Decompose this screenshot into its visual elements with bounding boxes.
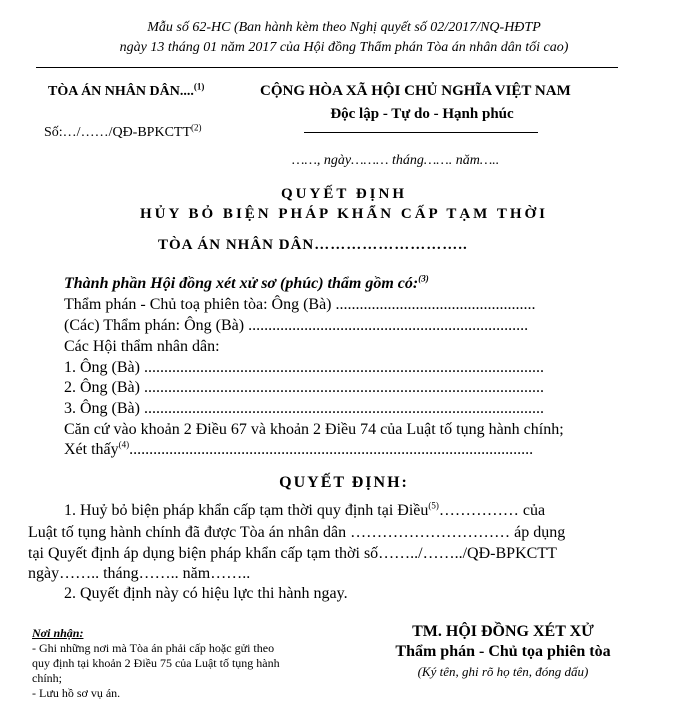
document-title: QUYẾT ĐỊNH [281,186,407,202]
juror-line-1: 1. Ông (Bà) .................................................................................................... [64,359,544,376]
recipients-line-3: chính; [32,671,62,685]
signature-council: TM. HỘI ĐỒNG XÉT XỬ [412,623,594,640]
recipients-line-4: - Lưu hồ sơ vụ án. [32,686,121,700]
legal-basis-line: Căn cứ vào khoản 2 Điều 67 và khoản 2 Điều 74 của Luật tố tụng hành chính; [64,421,564,438]
recipients-title: Nơi nhận: [32,626,84,640]
considering-footnote: (4) [118,439,130,450]
considering-line: Xét thấy$^{(4)}$..................................................................................................... [64,439,534,458]
juror-line-3: 3. Ông (Bà) .................................................................................................... [64,400,544,417]
national-motto: Độc lập - Tự do - Hạnh phúc [330,106,514,122]
signature-instruction: (Ký tên, ghi rõ họ tên, đóng dấu) [417,664,589,679]
decision-item-1-line-2: Luật tố tụng hành chính đã được Tòa án nhân dân ………………………… áp dụng [28,524,566,541]
issue-date: ……, ngày……… tháng……. năm….. [292,153,500,168]
jurors-heading: Các Hội thẩm nhân dân: [64,338,220,355]
decision-item-1-line-4: ngày…….. tháng…….. năm…….. [28,565,251,582]
decision-item-2: 2. Quyết định này có hiệu lực thi hành ngay. [64,585,348,602]
composition-heading: Thành phần Hội đồng xét xử sơ (phúc) thẩm gồm có:$^{(3)}$ [64,273,429,292]
presiding-judge-line: Thẩm phán - Chủ toạ phiên tòa: Ông (Bà) .................................................. [64,296,536,313]
juror-line-2: 2. Ông (Bà) .................................................................................................... [64,379,544,396]
signature-role: Thẩm phán - Chủ tọa phiên tòa [395,643,611,660]
motto-underline [304,132,538,133]
form-reference-line-1: Mẫu số 62-HC (Ban hành kèm theo Nghị quyết số 02/2017/NQ-HĐTP [147,20,541,35]
decision-number: Số:…/……/QĐ-BPKCTT$^{(2)}$ [44,122,202,140]
decision-item-1-line-1: 1. Huỷ bỏ biện pháp khẩn cấp tạm thời quy định tại Điều$^{(5)}$…………… của [64,500,546,519]
decision-footnote: (5) [428,500,439,511]
decision-heading: QUYẾT ĐỊNH: [279,474,409,491]
decision-item-1-line-3: tại Quyết định áp dụng biện pháp khẩn cấp tạm thời số……../……../QĐ-BPKCTT [28,545,557,562]
composition-footnote: (3) [418,273,429,284]
header-divider [36,67,618,68]
recipients-line-2: quy định tại khoản 2 Điều 75 của Luật tố tụng hành [32,656,280,670]
recipients-line-1: - Ghi những nơi mà Tòa án phải cấp hoặc gửi theo [32,641,275,655]
court-name: TÒA ÁN NHÂN DÂN....$^{(1)}$ [48,81,205,99]
issuing-court: TÒA ÁN NHÂN DÂN……………………….. [158,237,468,253]
document-subtitle: HỦY BỎ BIỆN PHÁP KHẨN CẤP TẠM THỜI [139,206,548,222]
number-footnote: (2) [191,122,202,133]
form-reference-line-2: ngày 13 tháng 01 năm 2017 của Hội đồng Thẩm phán Tòa án nhân dân tối cao) [119,40,569,55]
court-footnote: (1) [193,81,205,92]
judges-line: (Các) Thẩm phán: Ông (Bà) ...................................................................... [64,317,529,334]
nation-title: CỘNG HÒA XÃ HỘI CHỦ NGHĨA VIỆT NAM [260,83,571,99]
